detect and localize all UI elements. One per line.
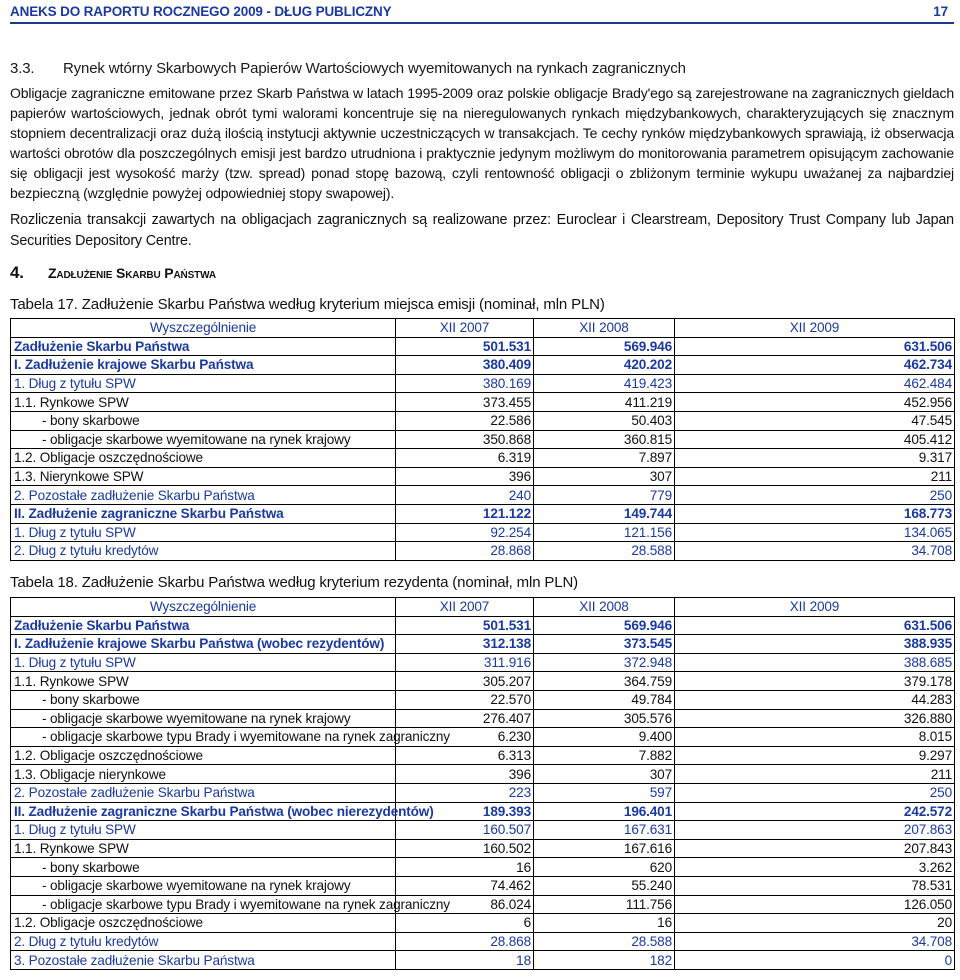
row-label: I. Zadłużenie krajowe Skarbu Państwa (wobec rezydentów) [11,635,396,654]
row-label: II. Zadłużenie zagraniczne Skarbu Państwa (wobec nierezydentów) [11,802,396,821]
cell-value: 380.169 [396,374,534,393]
table-row [11,486,955,505]
column-header: XII 2007 [396,319,534,338]
cell-value: 631.506 [675,337,955,356]
table-row [11,356,955,375]
table-row [11,449,955,468]
row-label: 1. Dług z tytułu SPW [11,653,396,672]
cell-value: 569.946 [534,616,675,635]
cell-value: 196.401 [534,802,675,821]
row-label: 1. Dług z tytułu SPW [11,374,396,393]
cell-value: 160.507 [396,821,534,840]
cell-value: 501.531 [396,337,534,356]
table-row [11,523,955,542]
cell-value: 44.283 [675,690,955,709]
paragraph-2: Rozliczenia transakcji zawartych na obligacjach zagranicznych są realizowane przez: Euroclear i Clearstream, Depository Trust Company lub Japan Securities Depository Centre. [10,212,954,249]
row-label: 2. Pozostałe zadłużenie Skarbu Państwa [11,486,396,505]
cell-value: 28.868 [396,542,534,561]
cell-value: 8.015 [675,728,955,747]
row-label: 2. Dług z tytułu kredytów [11,542,396,561]
table-row [11,430,955,449]
row-label: 1. Dług z tytułu SPW [11,821,396,840]
cell-value: 307 [534,765,675,784]
cell-value: 6.313 [396,746,534,765]
cell-value: 223 [396,783,534,802]
cell-value: 360.815 [534,430,675,449]
cell-value: 22.570 [396,690,534,709]
cell-value: 92.254 [396,523,534,542]
cell-value: 6.230 [396,728,534,747]
cell-value: 307 [534,467,675,486]
cell-value: 121.156 [534,523,675,542]
cell-value: 569.946 [534,337,675,356]
row-label: 1.2. Obligacje oszczędnościowe [11,914,396,933]
cell-value: 16 [534,914,675,933]
cell-value: 211 [675,765,955,784]
row-label: 1.2. Obligacje oszczędnościowe [11,449,396,468]
cell-value: 9.400 [534,728,675,747]
cell-value: 388.685 [675,653,955,672]
table-row [11,839,955,858]
table-row [11,728,955,747]
cell-value: 9.297 [675,746,955,765]
table-row [11,895,955,914]
table-row [11,504,955,523]
cell-value: 326.880 [675,709,955,728]
cell-value: 20 [675,914,955,933]
cell-value: 7.897 [534,449,675,468]
table-row [11,393,955,412]
cell-value: 16 [396,858,534,877]
column-header: XII 2009 [675,598,955,617]
cell-value: 305.207 [396,672,534,691]
table-18 [10,597,955,970]
cell-value: 396 [396,765,534,784]
table-row [11,616,955,635]
table-row [11,765,955,784]
cell-value: 372.948 [534,653,675,672]
cell-value: 779 [534,486,675,505]
section-number: 3.3. [10,60,35,77]
row-label: - obligacje skarbowe wyemitowane na rynek krajowy [11,876,396,895]
table-row [11,821,955,840]
cell-value: 411.219 [534,393,675,412]
cell-value: 420.202 [534,356,675,375]
row-label: Zadłużenie Skarbu Państwa [11,337,396,356]
cell-value: 305.576 [534,709,675,728]
cell-value: 276.407 [396,709,534,728]
table-row [11,951,955,970]
row-label: 2. Pozostałe zadłużenie Skarbu Państwa [11,783,396,802]
cell-value: 501.531 [396,616,534,635]
cell-value: 405.412 [675,430,955,449]
column-header: Wyszczególnienie [11,319,396,338]
cell-value: 396 [396,467,534,486]
row-label: 1.3. Nierynkowe SPW [11,467,396,486]
cell-value: 28.588 [534,932,675,951]
row-label: - obligacje skarbowe typu Brady i wyemitowane na rynek zagraniczny [11,895,396,914]
row-label: 1.1. Rynkowe SPW [11,393,396,412]
cell-value: 121.122 [396,504,534,523]
row-label: - bony skarbowe [11,858,396,877]
cell-value: 55.240 [534,876,675,895]
cell-value: 312.138 [396,635,534,654]
cell-value: 9.317 [675,449,955,468]
table-row [11,802,955,821]
cell-value: 6.319 [396,449,534,468]
cell-value: 160.502 [396,839,534,858]
cell-value: 462.484 [675,374,955,393]
row-label: I. Zadłużenie krajowe Skarbu Państwa [11,356,396,375]
cell-value: 207.843 [675,839,955,858]
cell-value: 28.868 [396,932,534,951]
chapter-title: Zadłużenie Skarbu Państwa [48,265,216,281]
cell-value: 168.773 [675,504,955,523]
cell-value: 388.935 [675,635,955,654]
cell-value: 631.506 [675,616,955,635]
row-label: - obligacje skarbowe typu Brady i wyemitowane na rynek zagraniczny [11,728,396,747]
row-label: II. Zadłużenie zagraniczne Skarbu Państwa [11,504,396,523]
cell-value: 189.393 [396,802,534,821]
page-header [10,2,954,24]
column-header: XII 2008 [534,598,675,617]
column-header: XII 2009 [675,319,955,338]
row-label: - bony skarbowe [11,690,396,709]
cell-value: 74.462 [396,876,534,895]
cell-value: 18 [396,951,534,970]
table-row [11,467,955,486]
cell-value: 373.545 [534,635,675,654]
cell-value: 240 [396,486,534,505]
cell-value: 211 [675,467,955,486]
row-label: 3. Pozostałe zadłużenie Skarbu Państwa [11,951,396,970]
header-title: ANEKS DO RAPORTU ROCZNEGO 2009 - DŁUG PUBLICZNY [10,4,392,19]
table-row [11,374,955,393]
cell-value: 22.586 [396,411,534,430]
row-label: 1. Dług z tytułu SPW [11,523,396,542]
page-number: 17 [933,4,948,19]
cell-value: 311.916 [396,653,534,672]
column-header: Wyszczególnienie [11,598,396,617]
cell-value: 182 [534,951,675,970]
cell-value: 3.262 [675,858,955,877]
cell-value: 49.784 [534,690,675,709]
table-17 [10,318,955,561]
table-row [11,783,955,802]
column-header: XII 2008 [534,319,675,338]
column-header: XII 2007 [396,598,534,617]
table-row [11,635,955,654]
section-heading [10,60,686,77]
row-label: 2. Dług z tytułu kredytów [11,932,396,951]
table-row [11,932,955,951]
chapter-number: 4. [10,263,24,282]
chapter-heading [10,263,216,283]
cell-value: 250 [675,783,955,802]
table-row [11,672,955,691]
cell-value: 126.050 [675,895,955,914]
row-label: - obligacje skarbowe wyemitowane na rynek krajowy [11,430,396,449]
cell-value: 207.863 [675,821,955,840]
cell-value: 597 [534,783,675,802]
cell-value: 47.545 [675,411,955,430]
cell-value: 167.616 [534,839,675,858]
table-row [11,653,955,672]
row-label: Zadłużenie Skarbu Państwa [11,616,396,635]
row-label: 1.1. Rynkowe SPW [11,839,396,858]
table-17-caption: Tabela 17. Zadłużenie Skarbu Państwa według kryterium miejsca emisji (nominał, mln PLN) [10,296,605,313]
cell-value: 78.531 [675,876,955,895]
table-row [11,337,955,356]
cell-value: 419.423 [534,374,675,393]
table-row [11,690,955,709]
cell-value: 34.708 [675,932,955,951]
cell-value: 134.065 [675,523,955,542]
cell-value: 50.403 [534,411,675,430]
cell-value: 111.756 [534,895,675,914]
cell-value: 0 [675,951,955,970]
row-label: 1.3. Obligacje nierynkowe [11,765,396,784]
cell-value: 242.572 [675,802,955,821]
cell-value: 250 [675,486,955,505]
cell-value: 379.178 [675,672,955,691]
cell-value: 6 [396,914,534,933]
cell-value: 86.024 [396,895,534,914]
table-18-caption: Tabela 18. Zadłużenie Skarbu Państwa według kryterium rezydenta (nominał, mln PLN) [10,574,578,591]
table-row [11,914,955,933]
cell-value: 462.734 [675,356,955,375]
cell-value: 7.882 [534,746,675,765]
row-label: - bony skarbowe [11,411,396,430]
table-row [11,542,955,561]
cell-value: 167.631 [534,821,675,840]
row-label: 1.1. Rynkowe SPW [11,672,396,691]
cell-value: 364.759 [534,672,675,691]
table-row [11,746,955,765]
cell-value: 149.744 [534,504,675,523]
cell-value: 380.409 [396,356,534,375]
cell-value: 373.455 [396,393,534,412]
row-label: 1.2. Obligacje oszczędnościowe [11,746,396,765]
table-row [11,709,955,728]
cell-value: 28.588 [534,542,675,561]
paragraph-1: Obligacje zagraniczne emitowane przez Skarb Państwa w latach 1995-2009 oraz polskie obligacje Brady'ego są zarejestrowane na zagranicznych gieldach papierów wartościowych, jednak obrót tymi walorami koncentruje się na nieregulowanych rynkach międzybankowych, charakteryzujących się znacznym stopniem decentralizacji oraz dużą ilością instytucji aktywnie uczestniczących w transakcjach. Te cechy rynków międzybankowych sprawiają, iż obserwacja wartości obrotów dla poszczególnych emisji jest bardzo utrudniona i praktycznie jedynym możliwym do monitorowania parametrem opisującym zachowanie się obligacji jest wysokość marży (tzw. spread) ponad stopę bazową, czyli rentowność obligacji o zbliżonym terminie wykupu uważanej za najbardziej bezpieczną (względnie powyżej odpowiedniej stopy swapowej). [10,85,954,201]
table-row [11,411,955,430]
table-row [11,858,955,877]
section-title: Rynek wtórny Skarbowych Papierów Wartościowych wyemitowanych na rynkach zagranicznych [63,60,686,77]
cell-value: 34.708 [675,542,955,561]
row-label: - obligacje skarbowe wyemitowane na rynek krajowy [11,709,396,728]
cell-value: 350.868 [396,430,534,449]
cell-value: 620 [534,858,675,877]
table-row [11,876,955,895]
cell-value: 452.956 [675,393,955,412]
